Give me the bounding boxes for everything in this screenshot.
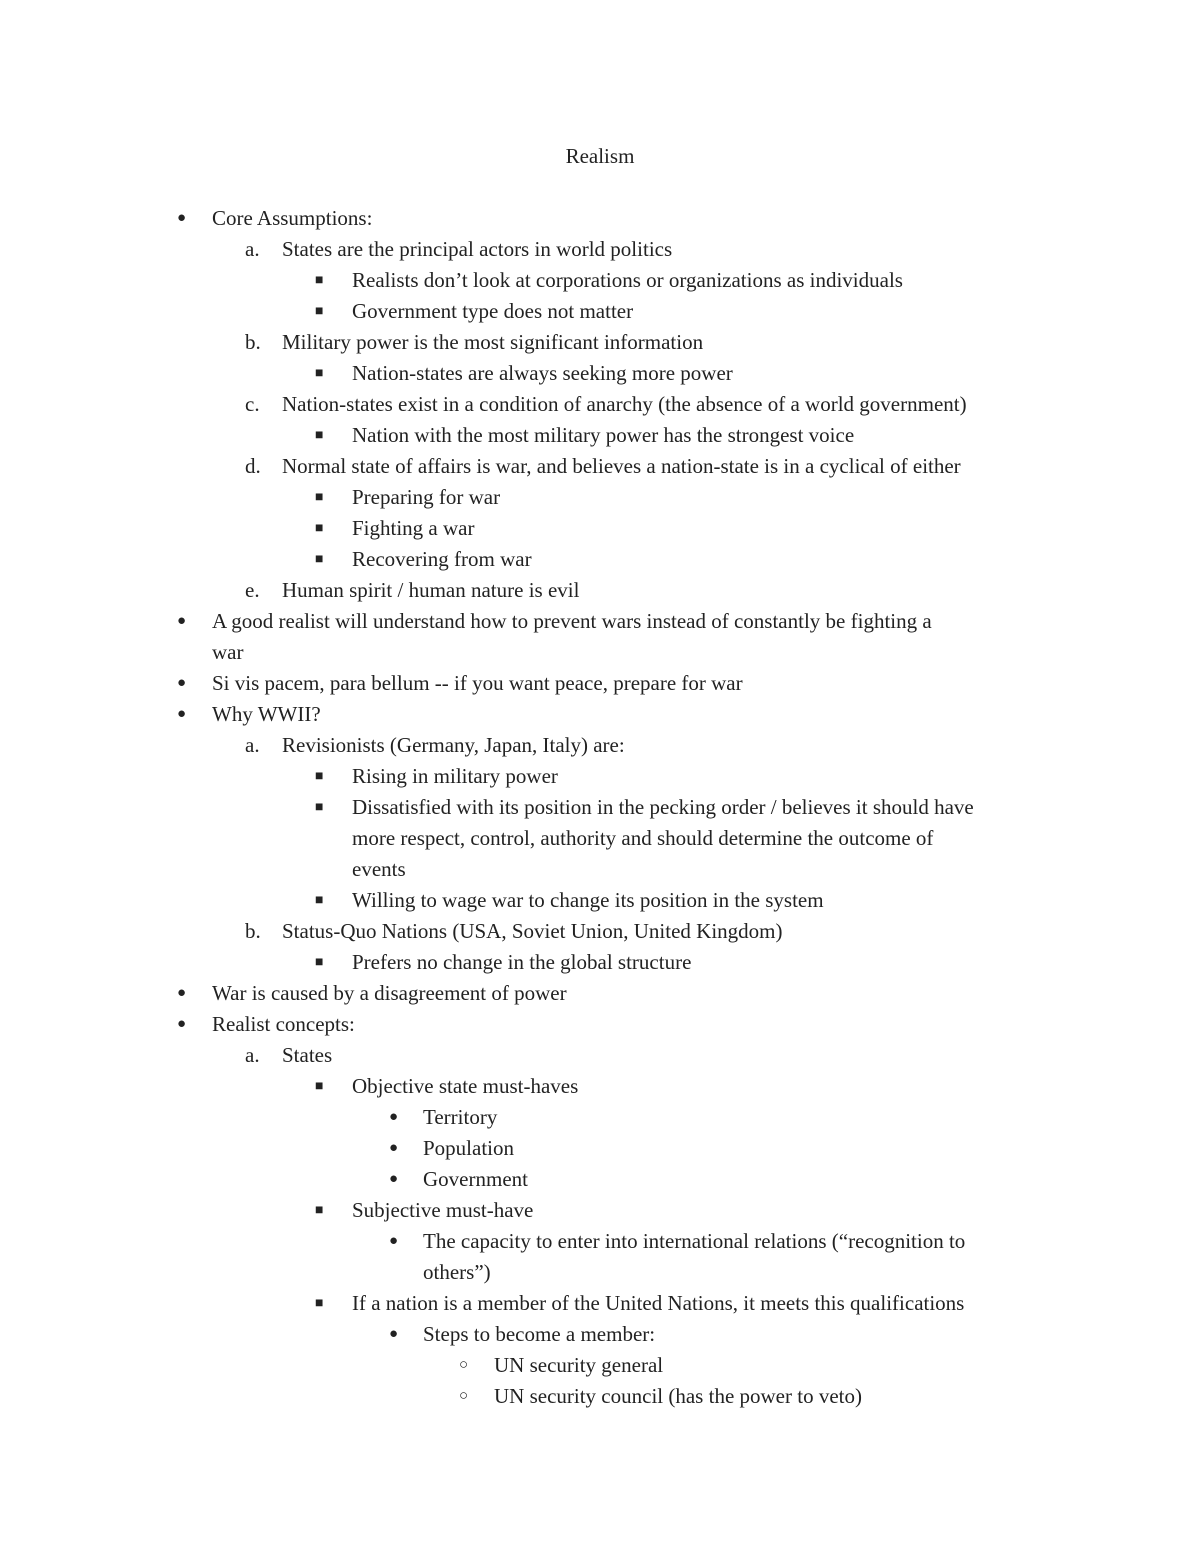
list-item-text: A good realist will understand how to prevent wars instead of constantly be fighting a xyxy=(212,609,932,633)
bullet-marker: ● xyxy=(389,1109,399,1125)
bullet-marker: ● xyxy=(177,706,187,722)
list-item-text: Why WWII? xyxy=(212,702,321,726)
list-item-text: States are the principal actors in world politics xyxy=(282,237,673,261)
list-item-text: Nation with the most military power has the strongest voice xyxy=(352,423,855,447)
letter-marker: a. xyxy=(245,237,260,261)
list-item-text: Military power is the most significant information xyxy=(282,330,704,354)
list-item-text: Normal state of affairs is war, and believes a nation-state is in a cyclical of either xyxy=(282,454,961,478)
square-marker: ■ xyxy=(315,552,324,567)
square-marker: ■ xyxy=(315,366,324,381)
list-item-text: Recovering from war xyxy=(352,547,532,571)
square-marker: ■ xyxy=(315,490,324,505)
list-item-text: Realist concepts: xyxy=(212,1012,355,1036)
list-item-text: Government type does not matter xyxy=(352,299,634,323)
list-item-text: Territory xyxy=(423,1105,498,1129)
list-item-text: States xyxy=(282,1043,333,1067)
list-item-text: Revisionists (Germany, Japan, Italy) are: xyxy=(282,733,625,757)
list-item-text: events xyxy=(352,857,406,881)
bullet-marker: ● xyxy=(177,675,187,691)
square-marker: ■ xyxy=(315,1079,324,1094)
list-item-text: others”) xyxy=(423,1260,491,1284)
list-item-text: Nation-states exist in a condition of anarchy (the absence of a world government) xyxy=(282,392,967,416)
square-marker: ■ xyxy=(315,769,324,784)
list-item-text: UN security council (has the power to veto) xyxy=(494,1384,862,1408)
letter-marker: b. xyxy=(245,919,261,943)
bullet-marker: ● xyxy=(389,1171,399,1187)
square-marker: ■ xyxy=(315,428,324,443)
list-item-text: Steps to become a member: xyxy=(423,1322,656,1346)
list-item-text: The capacity to enter into international relations (“recognition to xyxy=(423,1229,966,1253)
list-item-text: Si vis pacem, para bellum -- if you want peace, prepare for war xyxy=(212,671,743,695)
bullet-marker: ● xyxy=(177,985,187,1001)
letter-marker: e. xyxy=(245,578,260,602)
list-item-text: Objective state must-haves xyxy=(352,1074,579,1098)
bullet-marker: ● xyxy=(177,613,187,629)
list-item-text: Subjective must-have xyxy=(352,1198,534,1222)
list-item-text: War is caused by a disagreement of power xyxy=(212,981,567,1005)
square-marker: ■ xyxy=(315,1296,324,1311)
square-marker: ■ xyxy=(315,521,324,536)
square-marker: ■ xyxy=(315,800,324,815)
letter-marker: d. xyxy=(245,454,261,478)
list-item-text: Fighting a war xyxy=(352,516,475,540)
list-item-text: Realists don’t look at corporations or organizations as individuals xyxy=(352,268,903,292)
square-marker: ■ xyxy=(315,304,324,319)
list-item-text: UN security general xyxy=(494,1353,664,1377)
bullet-marker: ● xyxy=(389,1326,399,1342)
square-marker: ■ xyxy=(315,273,324,288)
list-item-text: Government xyxy=(423,1167,528,1191)
list-item-text: Rising in military power xyxy=(352,764,558,788)
bullet-marker: ● xyxy=(389,1140,399,1156)
list-item-text: Prefers no change in the global structure xyxy=(352,950,692,974)
list-item-text: Dissatisfied with its position in the pecking order / believes it should have xyxy=(352,795,974,819)
list-item-text: Population xyxy=(423,1136,515,1160)
list-item-text: Core Assumptions: xyxy=(212,206,373,230)
hollow-bullet-marker: ○ xyxy=(459,1357,469,1373)
bullet-marker: ● xyxy=(177,210,187,226)
letter-marker: c. xyxy=(245,392,260,416)
list-item-text: Willing to wage war to change its position in the system xyxy=(352,888,824,912)
list-item-text: Nation-states are always seeking more power xyxy=(352,361,733,385)
list-item-text: Human spirit / human nature is evil xyxy=(282,578,580,602)
hollow-bullet-marker: ○ xyxy=(459,1388,469,1404)
list-item-text: Status-Quo Nations (USA, Soviet Union, United Kingdom) xyxy=(282,919,783,943)
list-item-text: war xyxy=(212,640,244,664)
letter-marker: b. xyxy=(245,330,261,354)
square-marker: ■ xyxy=(315,955,324,970)
list-item-text: more respect, control, authority and should determine the outcome of xyxy=(352,826,934,850)
square-marker: ■ xyxy=(315,1203,324,1218)
page-title: Realism xyxy=(565,144,635,168)
letter-marker: a. xyxy=(245,733,260,757)
list-item-text: If a nation is a member of the United Nations, it meets this qualifications xyxy=(352,1291,965,1315)
square-marker: ■ xyxy=(315,893,324,908)
letter-marker: a. xyxy=(245,1043,260,1067)
list-item-text: Preparing for war xyxy=(352,485,501,509)
bullet-marker: ● xyxy=(389,1233,399,1249)
bullet-marker: ● xyxy=(177,1016,187,1032)
